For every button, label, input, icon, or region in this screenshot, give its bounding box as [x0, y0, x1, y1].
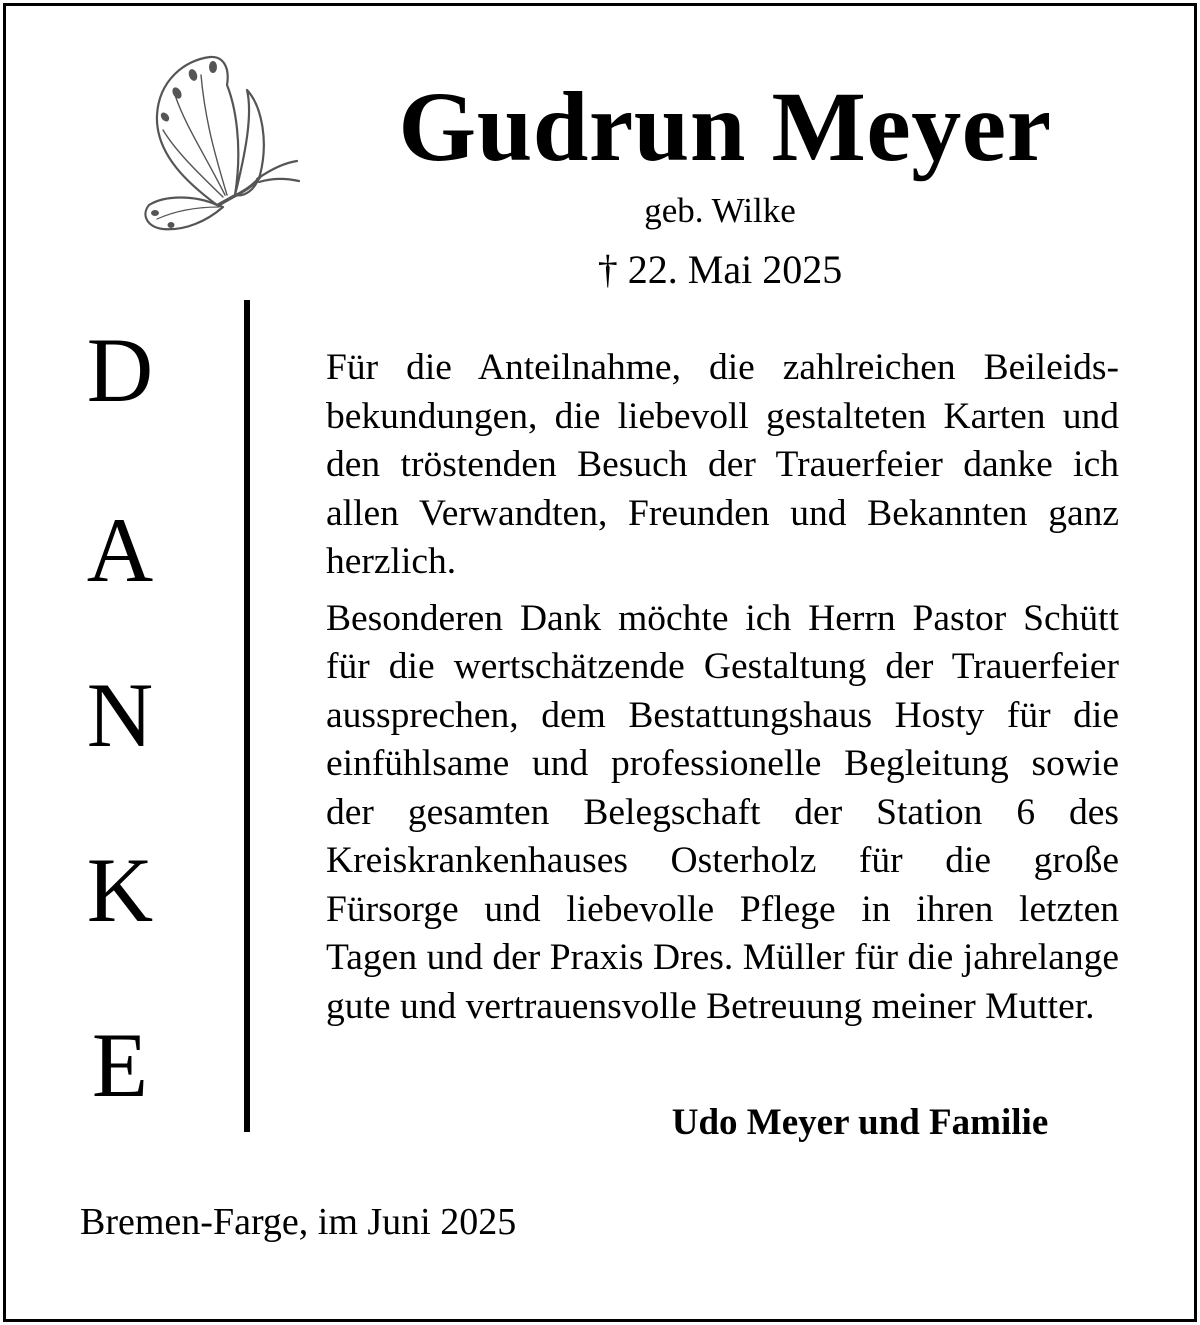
place-date: Bremen-Farge, im Juni 2025	[80, 1201, 517, 1243]
deceased-name: Gudrun Meyer	[398, 71, 1052, 182]
butterfly-icon	[135, 45, 305, 235]
paragraph-1-first-line: Für die Anteilnahme, die zahlreichen Beileids-	[326, 347, 1119, 388]
birth-name: geb. Wilke	[644, 191, 796, 230]
paragraph-1	[326, 344, 1119, 587]
paragraph-2: Besonderen Dank möchte ich Herrn Pastor Schütt für die wertschätzende Gestaltung der Trauerfeier aussprechen, dem Bestattungshaus Hosty für die einfühlsame und professionelle Begleitung sowie der gesamten Belegschaft der Station 6 des Kreiskrankenhauses Osterholz für die große Fürsorge und liebevolle Pflege in ihren letzten Tagen und der Praxis Dres. Müller für die jahrelange gute und vertrauensvolle Betreuung meiner Mutter.	[326, 597, 1119, 1027]
death-date: † 22. Mai 2025	[597, 247, 843, 292]
danke-letter-k: K	[86, 839, 154, 941]
thank-you-text	[326, 344, 1119, 1031]
signature: Udo Meyer und Familie	[671, 1102, 1049, 1143]
paragraph-1-rest: bekundungen, die liebevoll gestalteten Karten und den tröstenden Besuch der Trauerfeier danke ich allen Verwandten, Freunden und Bekannten ganz herzlich.	[326, 395, 1119, 582]
vertical-divider	[244, 300, 250, 1132]
danke-letter-e: E	[91, 1014, 149, 1116]
danke-letter-n: N	[86, 664, 154, 766]
danke-letter-d: D	[86, 319, 154, 421]
danke-letter-a: A	[86, 499, 154, 601]
